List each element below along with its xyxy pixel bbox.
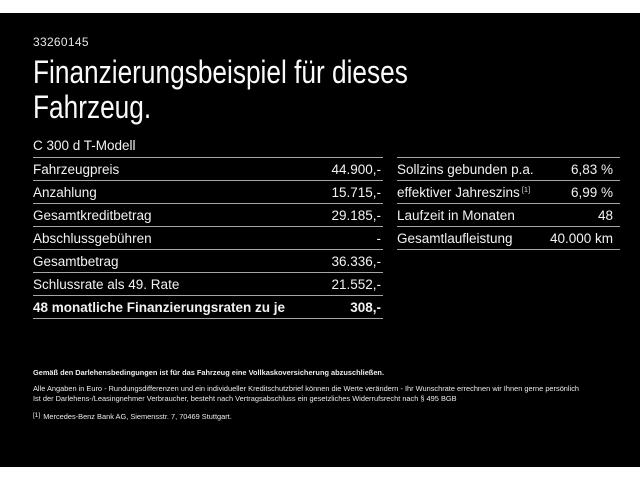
bank-footnote <box>33 412 579 421</box>
table-row-anzahlung <box>33 180 383 203</box>
row-label: Laufzeit in Monaten <box>397 207 515 223</box>
bottom-frame-bar <box>0 467 640 480</box>
row-value: 6,99 % <box>570 184 613 200</box>
legal-footer <box>33 368 579 421</box>
row-label: Gesamtlaufleistung <box>397 230 513 246</box>
row-value: 40.000 km <box>549 230 613 246</box>
row-label: Gesamtbetrag <box>33 253 119 269</box>
table-row-gesamtbetrag <box>33 249 383 272</box>
row-label: Gesamtkreditbetrag <box>33 207 152 223</box>
table-row-abschlussgebuehren <box>33 226 383 249</box>
row-label: Schlussrate als 49. Rate <box>33 276 180 292</box>
footnote-marker: [1] <box>521 184 531 194</box>
top-frame-bar <box>0 0 640 13</box>
table-row-sollzins <box>397 157 620 180</box>
row-value: 29.185,- <box>331 207 381 223</box>
vehicle-model: C 300 d T-Modell <box>33 138 136 153</box>
row-value: 44.900,- <box>331 161 381 177</box>
page-title-line1: Finanzierungsbeispiel für dieses <box>33 54 408 90</box>
row-value: 48 <box>597 207 613 223</box>
footnote-marker: [1] <box>33 412 41 419</box>
table-row-effektiver-jahreszins <box>397 180 620 203</box>
page-title-line2: Fahrzeug. <box>33 89 152 125</box>
table-row-fahrzeugpreis <box>33 157 383 180</box>
row-label-text: effektiver Jahreszins <box>397 184 520 200</box>
row-label: Abschlussgebühren <box>33 230 152 246</box>
row-label <box>397 185 530 200</box>
disclaimer-line1: Alle Angaben in Euro - Rundungsdifferenzen und ein individueller Kreditschutzbrief können die Werte verändern - Ihr Wunschrate errechnen wir Ihnen gerne persönlich <box>33 384 580 393</box>
table-row-monatsrate <box>33 295 383 318</box>
row-label: 48 monatliche Finanzierungsraten zu je <box>33 299 286 315</box>
vehicle-id: 33260145 <box>33 35 89 49</box>
table-row-laufzeit <box>397 203 620 226</box>
insurance-note: Gemäß den Darlehensbedingungen ist für das Fahrzeug eine Vollkaskoversicherung abzuschließen. <box>33 368 385 377</box>
row-value: - <box>376 230 381 246</box>
page-title <box>33 55 408 125</box>
row-value: 15.715,- <box>331 184 381 200</box>
row-value: 36.336,- <box>331 253 381 269</box>
table-row-schlussrate <box>33 272 383 295</box>
table-row-gesamtkreditbetrag <box>33 203 383 226</box>
conditions-table <box>397 157 620 250</box>
row-value: 6,83 % <box>570 161 613 177</box>
disclaimer-line2: Ist der Darlehens-/Leasingnehmer Verbraucher, besteht nach Vertragsabschluss ein gesetzliches Widerrufsrecht nach § 495 BGB <box>33 394 457 403</box>
financing-table <box>33 157 383 319</box>
table-row-gesamtlaufleistung <box>397 226 620 249</box>
row-label: Sollzins gebunden p.a. <box>397 161 534 177</box>
row-value: 21.552,- <box>331 276 381 292</box>
row-value: 308,- <box>350 299 381 315</box>
row-label: Fahrzeugpreis <box>33 161 120 177</box>
footnote-text: Mercedes-Benz Bank AG, Siemensstr. 7, 70469 Stuttgart. <box>43 412 232 421</box>
row-label: Anzahlung <box>33 184 97 200</box>
